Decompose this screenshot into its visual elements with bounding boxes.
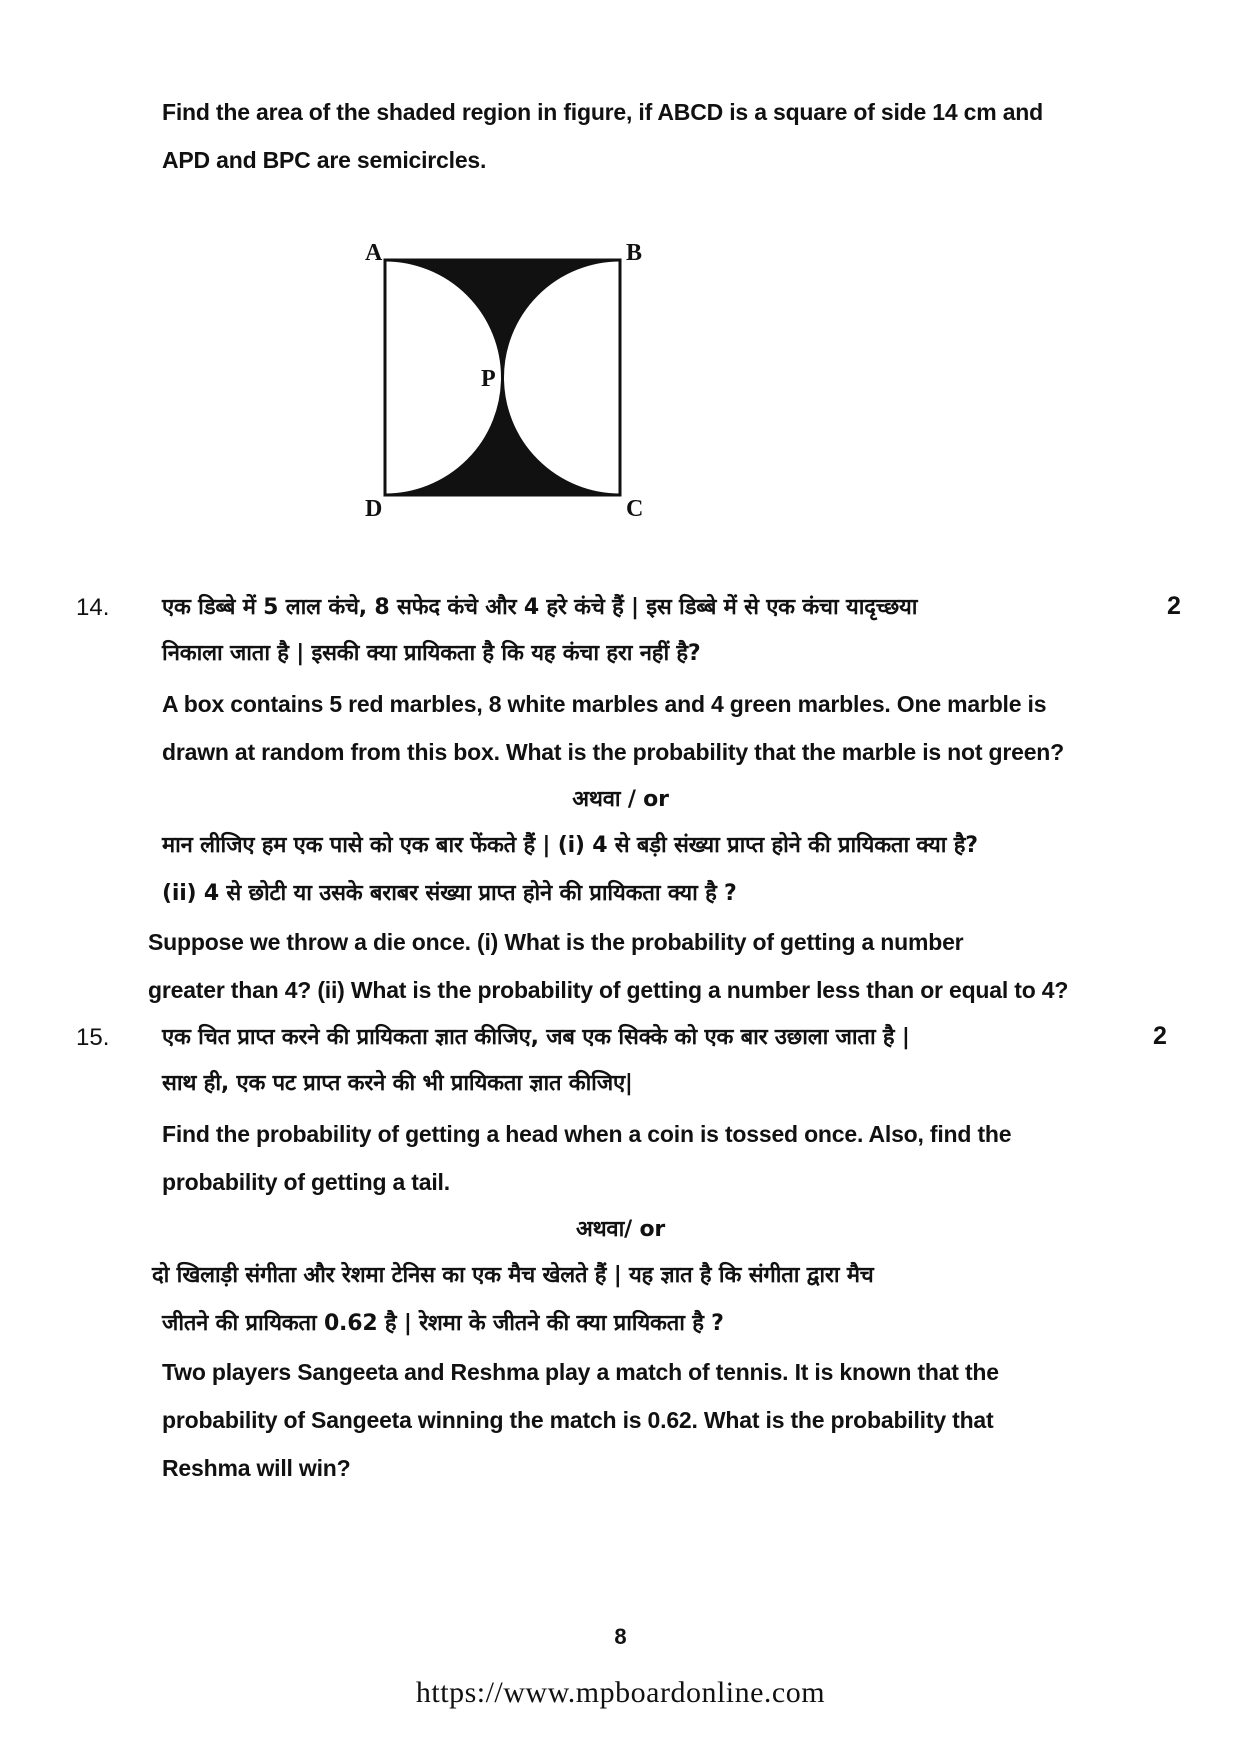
question-14-number: 14. [76,594,110,621]
q14-alt-hindi-line-2: (ii) 4 से छोटी या उसके बराबर संख्या प्राप्त होने की प्रायिकता क्या है ? [162,881,737,906]
label-c: C [626,496,644,520]
label-a: A [365,240,383,266]
q15-hindi-line-1: एक चित प्राप्त करने की प्रायिकता ज्ञात कीजिए, जब एक सिक्के को एक बार उछाला जाता है | [162,1025,910,1050]
q14-alt-english-line-2: greater than 4? (ii) What is the probability of getting a number less than or equal to 4? [148,977,1069,1003]
q14-hindi-line-1: एक डिब्बे में 5 लाल कंचे, 8 सफेद कंचे और 4 हरे कंचे हैं | इस डिब्बे में से एक कंचा यादृच्छया [162,595,918,620]
label-b: B [626,240,643,266]
q15-hindi-line-2: साथ ही, एक पट प्राप्त करने की भी प्रायिकता ज्ञात कीजिए| [162,1071,633,1096]
page-number: 8 [614,1624,627,1649]
q15-alt-english-line-1: Two players Sangeeta and Reshma play a match of tennis. It is known that the [162,1359,999,1385]
label-p: P [481,366,496,392]
intro-line-2: APD and BPC are semicircles. [162,147,487,173]
question-15-marks: 2 [1153,1022,1167,1050]
q14-or-divider: अथवा / or [572,787,669,812]
question-14-marks: 2 [1167,592,1181,620]
q14-english-line-2: drawn at random from this box. What is the probability that the marble is not green? [162,739,1065,765]
q14-hindi-line-2: निकाला जाता है | इसकी क्या प्रायिकता है कि यह कंचा हरा नहीं है? [162,641,701,666]
q15-or-divider: अथवा/ or [575,1217,666,1242]
label-d: D [365,496,383,520]
footer-url-link[interactable]: https://www.mpboardonline.com [415,1676,826,1709]
square-semicircles-figure [360,240,660,520]
q15-english-line-2: probability of getting a tail. [162,1169,450,1195]
shaded-region-bottom [385,392,620,495]
q14-english-line-1: A box contains 5 red marbles, 8 white marbles and 4 green marbles. One marble is [162,691,1047,717]
shaded-region-top [385,260,620,363]
q14-alt-english-line-1: Suppose we throw a die once. (i) What is the probability of getting a number [148,929,964,955]
q15-english-line-1: Find the probability of getting a head when a coin is tossed once. Also, find the [162,1121,1012,1147]
q15-alt-english-line-3: Reshma will win? [162,1455,351,1481]
question-15-number: 15. [76,1024,110,1051]
q15-alt-english-line-2: probability of Sangeeta winning the match is 0.62. What is the probability that [162,1407,994,1433]
intro-line-1: Find the area of the shaded region in figure, if ABCD is a square of side 14 cm and [162,99,1043,125]
q15-alt-hindi-line-2: जीतने की प्रायिकता 0.62 है | रेशमा के जीतने की क्या प्रायिकता है ? [162,1311,724,1336]
q14-alt-hindi-line-1: मान लीजिए हम एक पासे को एक बार फेंकते हैं | (i) 4 से बड़ी संख्या प्राप्त होने की प्रायिकता क्या है? [162,833,978,858]
q15-alt-hindi-line-1: दो खिलाड़ी संगीता और रेशमा टेनिस का एक मैच खेलते हैं | यह ज्ञात है कि संगीता द्वारा मैच [152,1263,874,1288]
